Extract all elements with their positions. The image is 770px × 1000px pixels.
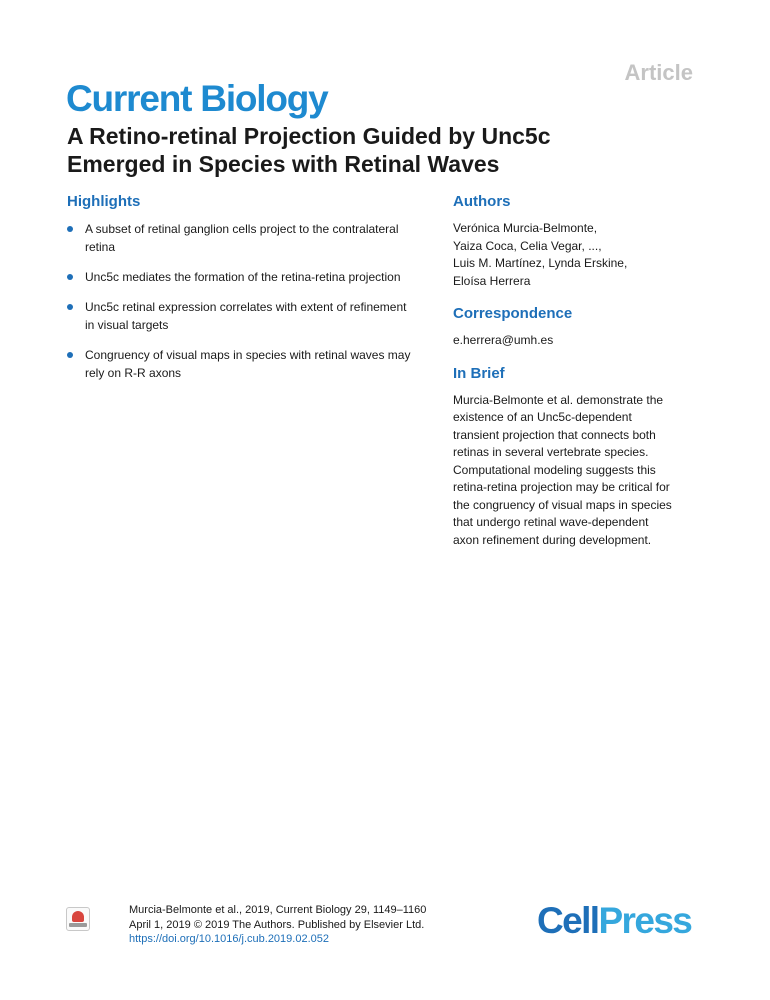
copyright-line: April 1, 2019 © 2019 The Authors. Published by Elsevier Ltd.: [129, 918, 425, 931]
highlight-item: [67, 346, 447, 382]
highlight-line: retina: [85, 240, 116, 254]
highlights-list: [67, 220, 447, 382]
highlight-line: Unc5c mediates the formation of the retina-retina projection: [85, 270, 401, 284]
correspondence-heading: Correspondence: [453, 305, 573, 322]
in-brief-line: retina-retina projection may be critical for: [453, 480, 670, 494]
highlight-item: [67, 298, 447, 334]
article-title: [67, 122, 707, 178]
authors-heading: Authors: [453, 193, 511, 210]
journal-name: Current Biology: [66, 78, 328, 119]
in-brief-line: axon refinement during development.: [453, 532, 652, 547]
doi-link[interactable]: https://doi.org/10.1016/j.cub.2019.02.052: [129, 933, 329, 945]
highlight-line: A subset of retinal ganglion cells project to the contralateral: [85, 222, 399, 236]
in-brief-line: Computational modeling suggests this: [453, 462, 656, 477]
authors-list: [453, 220, 713, 290]
author-line: Yaiza Coca, Celia Vegar, ...,: [453, 238, 602, 253]
correspondence-email[interactable]: e.herrera@umh.es: [453, 333, 554, 347]
author-line: Verónica Murcia-Belmonte,: [453, 221, 598, 235]
highlight-line: in visual targets: [85, 318, 169, 332]
in-brief-text: [453, 392, 713, 550]
highlights-heading: Highlights: [67, 193, 141, 210]
highlight-item: [67, 220, 447, 256]
author-line: Eloísa Herrera: [453, 273, 531, 288]
bullet-icon: [67, 352, 73, 358]
cellpress-logo-cell: Cell: [537, 900, 599, 941]
sidebar-column: [453, 192, 713, 549]
highlight-item: [67, 268, 447, 286]
article-type-label: Article: [624, 60, 693, 85]
article-title-line: A Retino-retinal Projection Guided by Unc5c: [67, 123, 551, 149]
check-for-updates-icon[interactable]: [66, 907, 90, 931]
highlight-line: Unc5c retinal expression correlates with extent of refinement: [85, 300, 407, 314]
highlight-line: rely on R-R axons: [85, 366, 182, 380]
article-title-line: Emerged in Species with Retinal Waves: [67, 151, 500, 177]
badge-caption-icon: [69, 923, 87, 927]
in-brief-heading: In Brief: [453, 364, 505, 382]
in-brief-line: retinas in several vertebrate species.: [453, 445, 649, 459]
bullet-icon: [67, 226, 73, 232]
in-brief-line: existence of an Unc5c-dependent: [453, 410, 632, 424]
cellpress-logo: [537, 900, 691, 942]
bullet-icon: [67, 304, 73, 310]
in-brief-line: that undergo retinal wave-dependent: [453, 515, 649, 529]
in-brief-line: transient projection that connects both: [453, 427, 656, 442]
bullet-icon: [67, 274, 73, 280]
citation-block: [129, 903, 426, 947]
author-line: Luis M. Martínez, Lynda Erskine,: [453, 256, 628, 270]
cellpress-logo-press: Press: [598, 900, 692, 941]
crest-icon: [72, 911, 84, 922]
in-brief-line: the congruency of visual maps in species: [453, 497, 672, 512]
highlights-section: [67, 192, 447, 394]
in-brief-line: Murcia-Belmonte et al. demonstrate the: [453, 392, 664, 407]
citation-line: Murcia-Belmonte et al., 2019, Current Biology 29, 1149–1160: [129, 904, 427, 916]
highlight-line: Congruency of visual maps in species with retinal waves may: [85, 348, 411, 362]
